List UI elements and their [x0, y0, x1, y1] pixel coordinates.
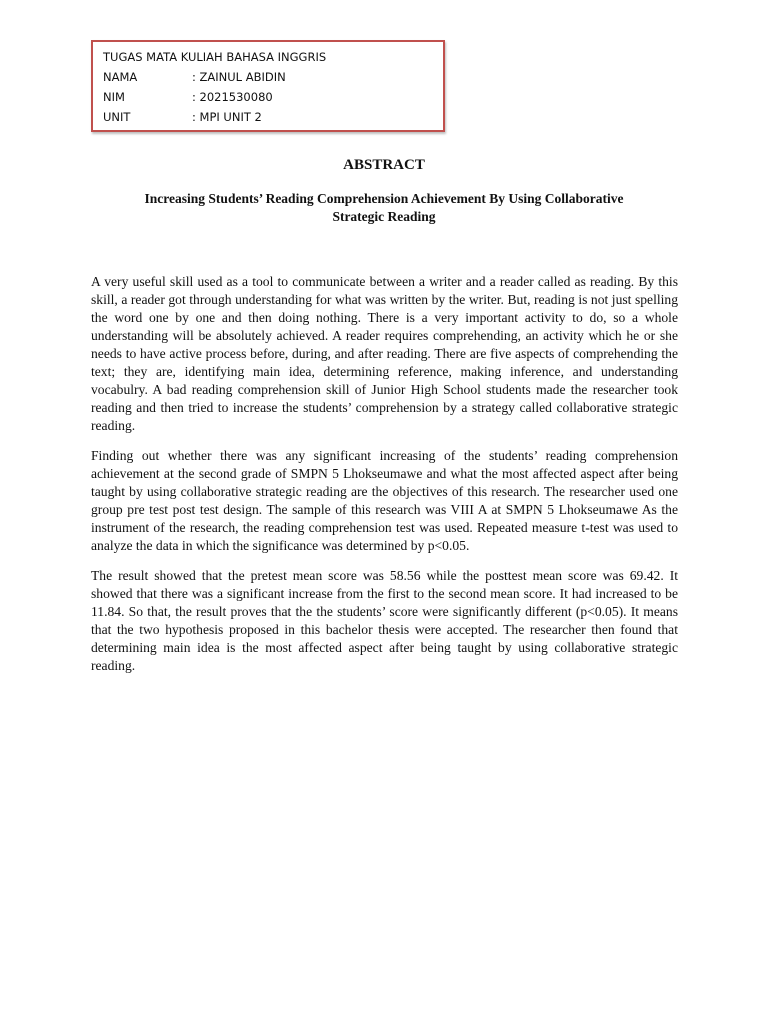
- info-label-nim: NIM: [103, 90, 125, 104]
- info-value-nim: : 2021530080: [192, 90, 273, 104]
- paper-title: [110, 190, 658, 226]
- info-value-name: : ZAINUL ABIDIN: [192, 70, 286, 84]
- info-row-nim: [103, 87, 433, 107]
- abstract-paragraph-1: A very useful skill used as a tool to communicate between a writer and a reader called as reading. By this skill, a reader got through understanding for what was written by the writer. But, reading is not just spelling the word one by one and then doing nothing. There is a very important activity to do, so a whole understanding will be absolutely achieved. A reader requires comprehending, an activity which he or she needs to have active process before, during, and after reading. There are five aspects of comprehending the text; they are, identifying main idea, determining reference, making inference, and understanding vocabulry. A bad reading comprehension skill of Junior High School students made the researcher took reading and then tried to increase the students’ comprehension by a strategy called collaborative strategic reading.: [91, 274, 678, 433]
- abstract-paragraph-2: Finding out whether there was any significant increasing of the students’ reading comprehension achievement at the second grade of SMPN 5 Lhokseumawe and what the most affected aspect after being taught by using collaborative strategic reading are the objectives of this research. The researcher used one group pre test post test design. The sample of this research was VIII A at SMPN 5 Lhokseumawe As the instrument of the research, the reading comprehension test was used. Repeated measure t-test was used to analyze the data in which the significance was determined by p<0.05.: [91, 448, 678, 553]
- student-info-box: [91, 40, 445, 132]
- abstract-heading: ABSTRACT: [343, 157, 425, 173]
- abstract-paragraph-3: The result showed that the pretest mean score was 58.56 while the posttest mean score was 69.42. It showed that there was a significant increase from the first to the second mean score. It had increased to be 11.84. So that, the result proves that the the students’ score were significantly different (p<0.05). It means that the two hypothesis proposed in this bachelor thesis were accepted. The researcher then found that determining main idea is the most affected aspect after being taught by using collaborative strategic reading.: [91, 568, 678, 673]
- info-value-unit: : MPI UNIT 2: [192, 110, 262, 124]
- paper-title-line-2: Strategic Reading: [332, 209, 436, 224]
- course-title: [103, 47, 433, 67]
- abstract-body: [91, 273, 678, 687]
- info-label-name: NAMA: [103, 70, 138, 84]
- info-row-unit: [103, 107, 433, 127]
- course-title-text: TUGAS MATA KULIAH BAHASA INGGRIS: [103, 50, 327, 64]
- paper-title-line-1: Increasing Students’ Reading Comprehension Achievement By Using Collaborative: [144, 191, 624, 206]
- info-row-name: [103, 67, 433, 87]
- info-label-unit: UNIT: [103, 110, 131, 124]
